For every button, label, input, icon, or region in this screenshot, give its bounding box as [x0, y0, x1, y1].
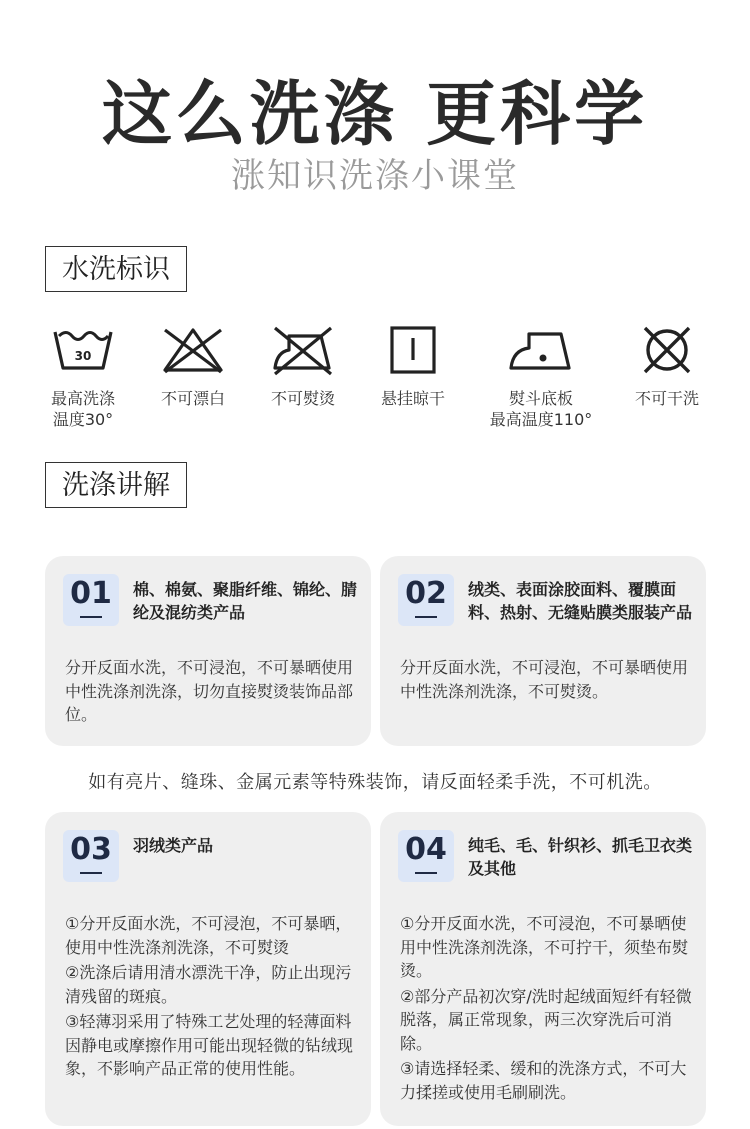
page-title: 这么洗涤 更科学 [101, 73, 649, 155]
icon-label: 最高洗涤 温度30° [50, 389, 115, 429]
icon-label: 悬挂晾干 [380, 389, 445, 408]
icon-item-iron-110 [481, 322, 601, 430]
card-title: 纯毛、毛、针织衫、抓毛卫衣类及其他 [468, 836, 693, 878]
no-dry-clean-icon [633, 322, 701, 378]
icon-item-no-iron [243, 322, 363, 409]
guide-card-03 [45, 812, 371, 1126]
icon-label: 不可干洗 [634, 389, 699, 408]
icon-item-wash-30 [23, 322, 143, 430]
card-title: 绒类、表面涂胶面料、覆膜面料、热射、无缝贴膜类服装产品 [468, 580, 693, 622]
card-number-badge: 03 [63, 830, 119, 882]
wash-tub-30-icon [49, 322, 117, 378]
card-number-badge: 01 [63, 574, 119, 626]
card-body: ①分开反面水洗，不可浸泡，不可暴晒，使用中性洗涤剂洗涤，不可熨烫 ②洗涤后请用清水漂洗干净，防止出现污清残留的斑痕。 ③轻薄羽采用了特殊工艺处理的轻薄面料因静电或摩擦作用可能出现轻微的钻绒现象，不影响产品正常的使用性能。 [65, 914, 354, 1078]
card-title: 羽绒类产品 [133, 836, 214, 855]
special-decoration-note: 如有亮片、缝珠、金属元素等特殊装饰，请反面轻柔手洗，不可机洗。 [88, 772, 662, 793]
guide-card-04 [380, 812, 706, 1126]
card-title: 棉、棉氨、聚脂纤维、锦纶、腈纶及混纺类产品 [133, 580, 358, 622]
section-header-wash-symbols: 水洗标识 [45, 246, 187, 292]
card-body: 分开反面水洗，不可浸泡，不可暴晒使用中性洗涤剂洗涤，切勿直接熨烫装饰品部位。 [65, 658, 354, 724]
page-subtitle: 涨知识洗涤小课堂 [231, 156, 519, 196]
section-header-wash-guide: 洗涤讲解 [45, 462, 187, 508]
icon-item-no-dry-clean [607, 322, 727, 409]
no-iron-icon [269, 322, 337, 378]
line-dry-icon [379, 322, 447, 378]
wash-symbols-row [35, 322, 735, 432]
icon-label: 不可熨烫 [270, 389, 335, 408]
icon-label: 熨斗底板 最高温度110° [489, 389, 593, 429]
icon-label: 不可漂白 [160, 389, 225, 408]
guide-card-02 [380, 556, 706, 746]
card-body: 分开反面水洗，不可浸泡，不可暴晒使用中性洗涤剂洗涤，不可熨烫。 [400, 658, 689, 701]
no-bleach-icon [159, 322, 227, 378]
iron-low-icon [507, 322, 575, 378]
card-number-badge: 04 [398, 830, 454, 882]
card-body: ①分开反面水洗，不可浸泡，不可暴晒使用中性洗涤剂洗涤，不可拧干，须垫布熨烫。 ②部分产品初次穿/洗时起绒面短纤有轻微脱落，属正常现象，两三次穿洗后可消除。 ③请选择轻柔、缓和的洗涤方式，不可大力揉搓或使用毛刷刷洗。 [400, 914, 692, 1102]
guide-card-01 [45, 556, 371, 746]
icon-item-no-bleach [133, 322, 253, 409]
card-number-badge: 02 [398, 574, 454, 626]
icon-item-line-dry [353, 322, 473, 409]
wash-tub-temperature: 30 [74, 349, 92, 363]
